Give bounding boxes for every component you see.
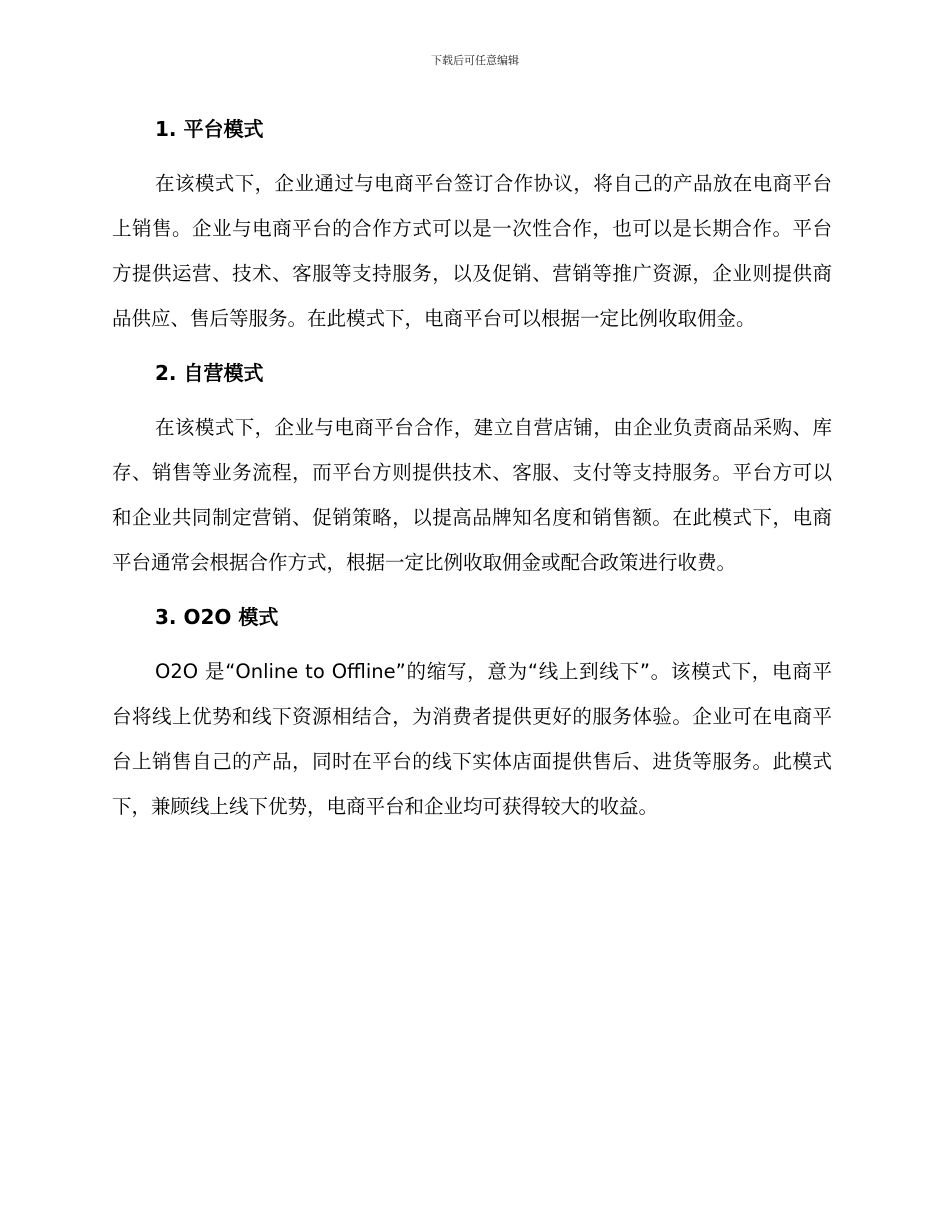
document-body (112, 112, 832, 844)
section-paragraph-self-operated-mode: 在该模式下，企业与电商平台合作，建立自营店铺，由企业负责商品采购、库存、销售等业务流程，而平台方则提供技术、客服、支付等支持服务。平台方可以和企业共同制定营销、促销策略，以提高品牌知名度和销售额。在此模式下，电商平台通常会根据合作方式，根据一定比例收取佣金或配合政策进行收费。 (112, 416, 832, 574)
section-paragraph-o2o-mode: O2O 是“Online to Offline”的缩写，意为“线上到线下”。该模式下，电商平台将线上优势和线下资源相结合，为消费者提供更好的服务体验。企业可在电商平台上销售自己的产品，同时在平台的线下实体店面提供售后、进货等服务。此模式下，兼顾线上线下优势，电商平台和企业均可获得较大的收益。 (112, 660, 832, 818)
page-header-note: 下载后可任意编辑 (431, 54, 519, 67)
section-heading-self-operated-mode: 2. 自营模式 (155, 361, 264, 385)
section-paragraph-platform-mode: 在该模式下，企业通过与电商平台签订合作协议，将自己的产品放在电商平台上销售。企业与电商平台的合作方式可以是一次性合作，也可以是长期合作。平台方提供运营、技术、客服等支持服务，以及促销、营销等推广资源，企业则提供商品供应、售后等服务。在此模式下，电商平台可以根据一定比例收取佣金。 (112, 172, 832, 330)
section-heading-platform-mode: 1. 平台模式 (155, 117, 264, 141)
section-heading-o2o-mode: 3. O2O 模式 (155, 605, 279, 629)
